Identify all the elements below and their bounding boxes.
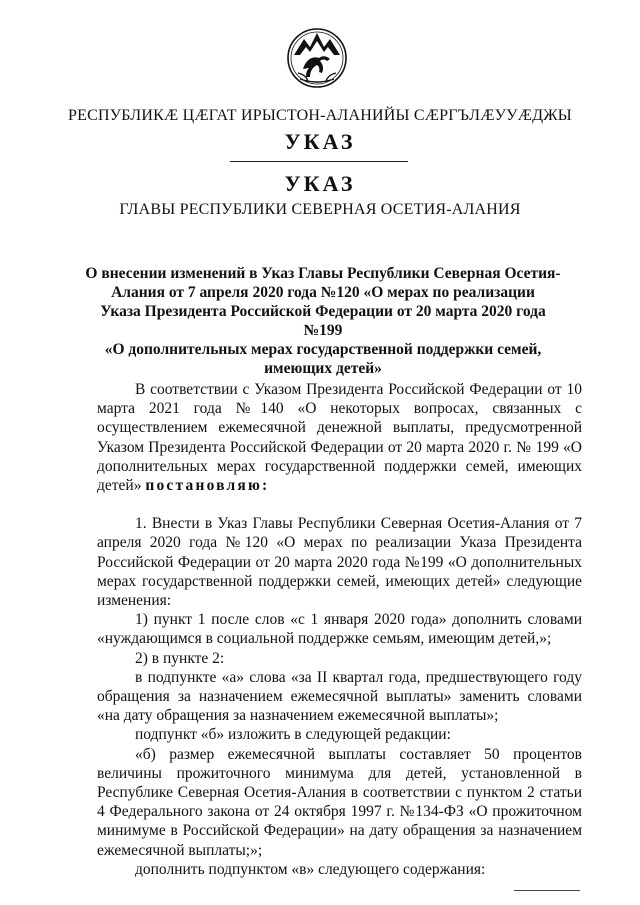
subitem-b-intro-paragraph: подпункт «б» изложить в следующей редакции: xyxy=(135,726,451,744)
item-1-paragraph: 1. Внести в Указ Главы Республики Северная Осетия-Алания от 7 апреля 2020 года №120 «О мерах по реализации Указа Президента Российской Федерации от 20 марта 2020 года №199 «О дополнительных мерах государственной поддержки семей, имеющих детей» следующие изменения: xyxy=(97,515,582,610)
title-line: имеющих детей» xyxy=(264,360,382,377)
header-russian-title: ГЛАВЫ РЕСПУБЛИКИ СЕВЕРНАЯ ОСЕТИЯ-АЛАНИЯ xyxy=(119,201,521,218)
page-footer-rule xyxy=(514,890,580,891)
title-line: Алания от 7 апреля 2020 года №120 «О мерах по реализации xyxy=(111,284,535,301)
decree-body xyxy=(97,380,582,879)
subitem-a-paragraph: в подпункте «а» слова «за II квартал года, предшествующего году обращения за назначением ежемесячной выплаты» заменить словами «на дату обращения за назначением ежемесячной выплаты»; xyxy=(97,668,582,725)
decree-heading-russian: УКАЗ xyxy=(284,171,356,196)
coat-of-arms-icon xyxy=(286,25,348,91)
title-line: «О дополнительных мерах государственной поддержки семей, xyxy=(104,341,542,358)
decree-title xyxy=(80,264,566,378)
decree-heading-native: УКАЗ xyxy=(284,129,356,154)
header-divider xyxy=(230,161,408,162)
title-line: О внесении изменений в Указ Главы Республики Северная Осетия- xyxy=(85,265,561,282)
preamble-paragraph xyxy=(97,380,582,495)
subitem-2-paragraph: 2) в пункте 2: xyxy=(135,649,225,667)
preamble-text: В соответствии с Указом Президента Российской Федерации от 10 марта 2021 года №140 «О некоторых вопросах, связанных с осуществлением ежемесячной денежной выплаты, предусмотренной Указом Президента Российской Федерации от 20 марта 2020 г. № 199 «О дополнительных мерах государственной поддержки семей, имеющих детей» xyxy=(97,381,582,495)
title-line: Указа Президента Российской Федерации от 20 марта 2020 года №199 xyxy=(100,303,546,339)
subitem-v-intro-paragraph: дополнить подпунктом «в» следующего содержания: xyxy=(135,860,486,878)
decree-keyword: постановляю: xyxy=(145,477,270,495)
subitem-1-paragraph: 1) пункт 1 после слов «с 1 января 2020 года» дополнить словами «нуждающимся в социальной поддержке семьям, имеющим детей,»; xyxy=(97,611,582,648)
header-native-title: РЕСПУБЛИКӔ ЦӔГАТ ИРЫСТОН-АЛАНИЙЫ СӔРГЪЛӔУУӔДЖЫ xyxy=(68,107,572,124)
subitem-b-text-paragraph: «б) размер ежемесячной выплаты составляет 50 процентов величины прожиточного минимума для детей, установленной в Республике Северная Осетия-Алания в соответствии с пунктом 2 статьи 4 Федерального закона от 24 октября 1997 г. №134-ФЗ «О прожиточном минимуме в Российской Федерации» на дату обращения за назначением ежемесячной выплаты;»; xyxy=(97,745,582,859)
